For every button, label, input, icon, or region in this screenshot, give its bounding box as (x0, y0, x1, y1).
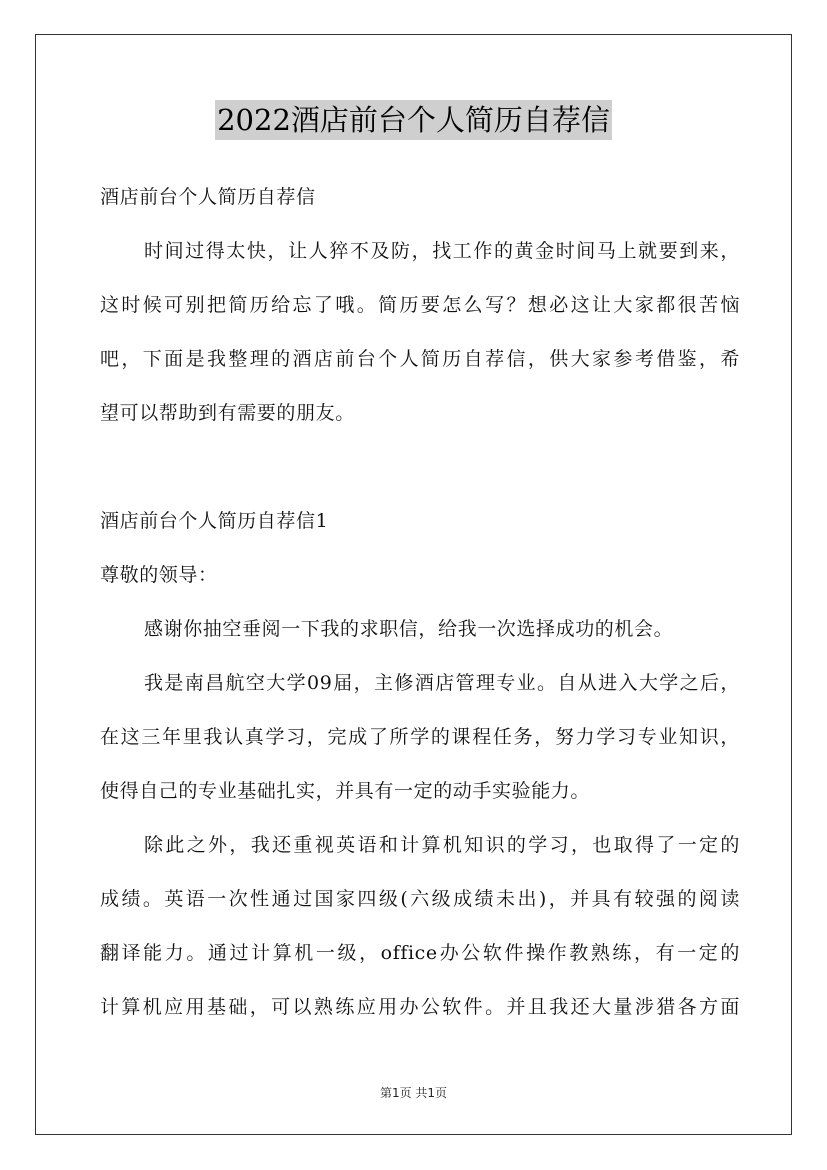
salutation-line: 尊敬的领导： (100, 564, 218, 586)
document-body (100, 170, 740, 1034)
paragraph-line: 在这三年里我认真学习，完成了所学的课程任务，努力学习专业知识， (100, 726, 740, 748)
paragraph-line: 成绩。英语一次性通过国家四级(六级成绩未出)，并具有较强的阅读 (100, 888, 740, 910)
blank-line (100, 440, 740, 494)
paragraph-line: 我是南昌航空大学09届，主修酒店管理专业。自从进入大学之后， (144, 672, 740, 694)
subtitle-line: 酒店前台个人简历自荐信 (100, 186, 316, 208)
paragraph-line: 除此之外，我还重视英语和计算机知识的学习，也取得了一定的 (144, 834, 740, 856)
paragraph-line: 感谢你抽空垂阅一下我的求职信，给我一次选择成功的机会。 (144, 618, 674, 640)
paragraph-line: 这时候可别把简历给忘了哦。简历要怎么写？想必这让大家都很苦恼 (100, 294, 740, 316)
paragraph-line: 时间过得太快，让人猝不及防，找工作的黄金时间马上就要到来， (144, 240, 740, 262)
section-heading: 酒店前台个人简历自荐信1 (100, 510, 329, 532)
paragraph-line: 使得自己的专业基础扎实，并具有一定的动手实验能力。 (100, 780, 591, 802)
paragraph-line: 望可以帮助到有需要的朋友。 (100, 402, 355, 424)
document-title: 2022酒店前台个人简历自荐信 (215, 100, 612, 140)
title-wrap (0, 100, 827, 140)
paragraph-line: 翻译能力。通过计算机一级，office办公软件操作教熟练，有一定的 (100, 942, 740, 964)
paragraph-line: 计算机应用基础，可以熟练应用办公软件。并且我还大量涉猎各方面 (100, 996, 740, 1018)
paragraph-line: 吧，下面是我整理的酒店前台个人简历自荐信，供大家参考借鉴，希 (100, 348, 740, 370)
page-footer: 第1页 共1页 (379, 1086, 448, 1100)
